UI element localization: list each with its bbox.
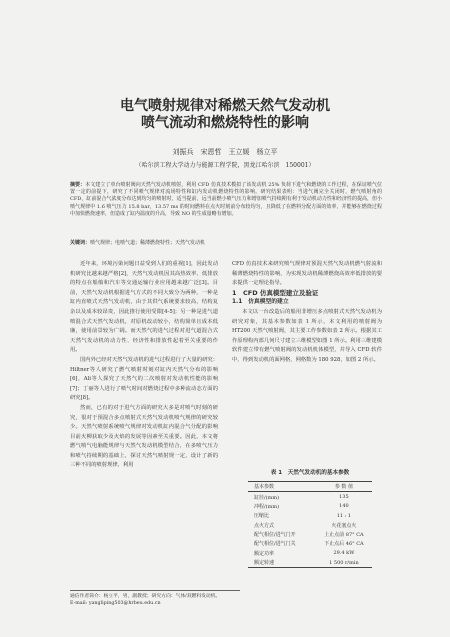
table-row [248, 511, 372, 520]
table-cell: 11 : 1 [336, 512, 352, 519]
table-header-cell: 参 数 值 [316, 482, 372, 492]
engine-parameters-table [248, 468, 372, 568]
table-cell: 下止点后 46° CA [324, 541, 364, 548]
abstract-text: 本文建立了单台喷射阀向天然气发动机喷射，利用 CFD 仿真技术模拟了该发动机 25% 负荷下进气和燃烧的工作过程，在保证喷气位置一定的前提下，研究了不同喷气规律对流场特性和缸内发动机燃烧特性的影响。研究结果表明：当进气阀完全关闭时，燃气喷射角的 CFD，缸前混合气浓度分布达到均匀的喷射时，适当提前，远当前燃小喷气压力和增加喷气持续期有利于发动机动力性和经济性的提高，但小喷气规律中 1.6 喷气压力 15.8 bar，13.57 ms 的时间燃料在点火时刻前分布较均匀，且降低了在燃料分配方面的效率，并能够在燃烧过程中加快燃烧速率，但造成了缸内温度的升高，导致 NO 的生成量略有增加。 [70, 182, 382, 217]
table-row [248, 492, 372, 502]
keywords-label: 关键词： [70, 240, 91, 246]
keywords [70, 240, 382, 247]
body-paragraph: CFD 仿真技术来研究喷气规律对预混天然气发动机燃气射流和稀薄燃烧特性的影响，为实现发动机稀薄燃烧高效率低排放的要求提供一定理论指导。 [232, 261, 382, 287]
title-line-2: 喷气流动和燃烧特性的影响 [141, 115, 309, 131]
title-line-1: 电气喷射规律对稀燃天然气发动机 [120, 98, 330, 114]
abstract-label: 摘要： [70, 182, 86, 188]
body-paragraph: 近年来，环境污染问题日益受到人们的重视[1]，因此发动机研究比越来越严格[2]，天然气发动机因其高热效率、低排放的特点在船舶和汽车等交通运输行业应用越来越广泛[3]。目前，天然气发动机根据进气方式的不同大致分为两种，一种是缸内直喷式天然气发动机，由于其供气系统要求较高，结构复杂以及成本较昂贵，因此推行使用受限[4-5]；另一种是进气道喷混合式天然气发动机，对原机改动较小，结构简单且成本低廉，使用前景较为广阔。而天然气的进气过程对进气道混合式天然气发动机的动力性、经济性和排放性起着至关重要的作用。 [70, 261, 218, 354]
body-paragraph: 然而，已有的对于进气方面的研究大多是对喷气时刻的研究，很对于预混合多点喷射式天然气发动机喷气规律的研究较少。天然气喷射系统喷气规律对发动机缸内混合气分配的影响目前火柳获取少及火焰的发展等因素至关重要。因此，本文将燃气喷气电脑能规律与天然气发动机模型结合，在多喷气压力和喷气持续期的基础上，探讨天然气喷射规一定，设计了新的三种不同的喷射规律，利用 [70, 404, 218, 469]
table-cell: 135 [339, 494, 349, 501]
table-row [248, 521, 372, 530]
body-paragraph: 国内外已经对天然气发动机的进气过程进行了大量的研究：Hiltner等人研究了燃气喷射时刻对缸内天然气分布的影响[6]，Ali等人探究了天然气的二次喷射对发动机性能的影响[7]；丁丽等人进行了喷气时间对燃烧过程中多种流动态方面的研究[8]。 [70, 356, 218, 402]
table-cell: 1 500 r/min [316, 558, 372, 568]
affiliation: （哈尔滨工程大学动力与能源工程学院，黑龙江哈尔滨 150001） [135, 162, 315, 169]
table-row [248, 502, 372, 511]
table-header-cell: 基本参数 [248, 482, 316, 492]
footnote [70, 590, 240, 607]
left-column [70, 260, 218, 471]
footnote-author: 通信作者简介：杨立平，男，副教授；研究方向：气体/双燃料发动机。 [70, 594, 221, 599]
table-cell: 配气相位/进气门关 [254, 541, 296, 548]
table-cell: 冲程/(mm) [254, 503, 280, 510]
table-row [248, 549, 372, 558]
table-cell: 缸径/(mm) [254, 494, 280, 501]
table-row [248, 539, 372, 548]
table-cell: 点火方式 [254, 522, 275, 529]
table-cell: 上止点前 87° CA [324, 532, 364, 539]
abstract [70, 182, 382, 218]
footnote-email: E-mail: yangliping503@hrbeu.edu.cn [70, 601, 161, 606]
table-cell: 额定功率 [254, 550, 275, 557]
table-row [248, 558, 372, 568]
section-heading: 1 CFD 仿真模型建立及验证 [232, 288, 319, 297]
table-cell: 额定转速 [248, 558, 316, 568]
table-cell: 压缩比 [254, 513, 270, 520]
subsection-heading: 1.1 仿真模型的建立 [232, 299, 289, 306]
table-row [248, 530, 372, 539]
author-list: 刘振兵 宋恩哲 王立媛 杨立平 [172, 148, 278, 156]
keywords-text: 喷气规律；电喷气道；稀薄燃烧特性；天然气发动机 [90, 240, 206, 246]
body-paragraph: 本文以一台改造后的船用非增压多点喷射式天然气发动机为研究对象，其基本参数如表 1 所示，本文利用的喷射阀为 HT200 天然气喷射阀，其主要工作参数如表 2 所示。根据其工作原理构内部几何尺寸建立三维模型如图 1 所示。利用三维建模软件建立带有燃气喷射阀的发动机机体模型，并导入 CFD 软件中，得到发动机的面网格，网格数为 180 928，如图 2 所示。 [232, 308, 382, 363]
table-caption: 表 1 天然气发动机的基本参数 [270, 470, 350, 476]
table [248, 481, 372, 568]
table-cell: 140 [339, 503, 349, 510]
paper-title [0, 98, 450, 132]
right-column [232, 260, 382, 366]
table-header-row [248, 482, 372, 492]
table-cell: 配气相位/进气门开 [254, 532, 296, 539]
table-cell: 29.4 kW [333, 550, 355, 557]
table-cell: 火花塞点火 [331, 522, 357, 529]
